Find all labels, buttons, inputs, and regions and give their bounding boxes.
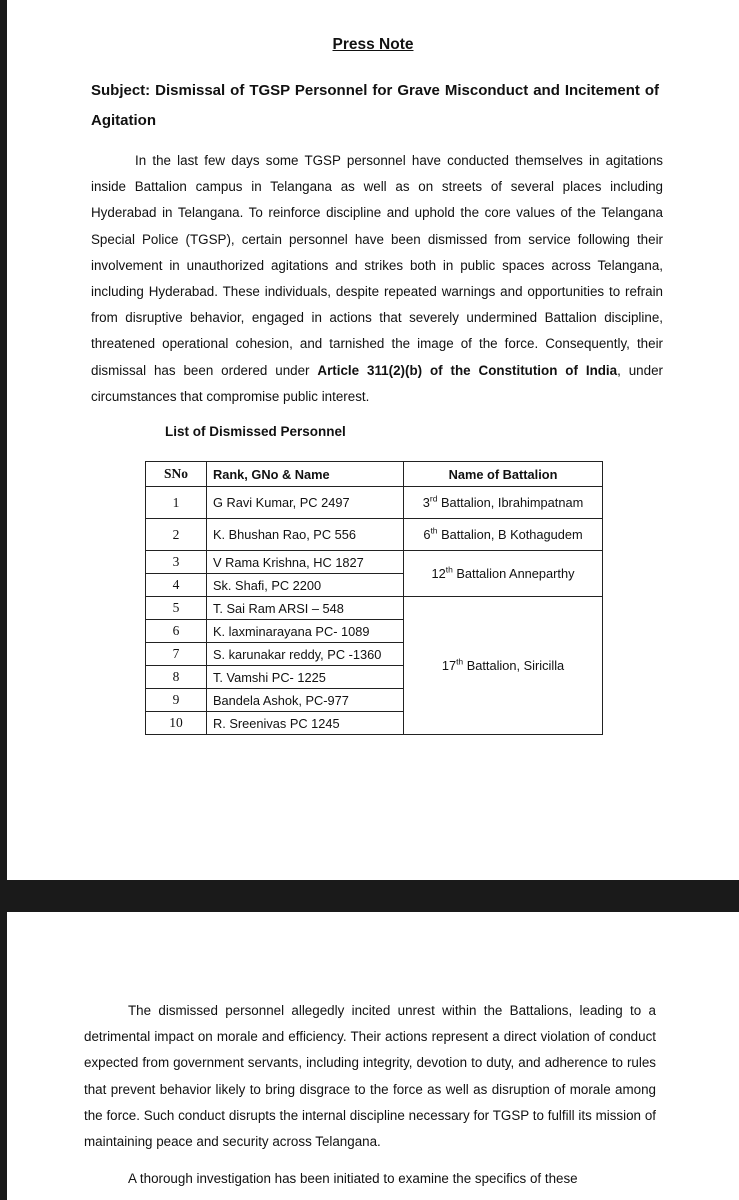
header-battalion: Name of Battalion: [404, 462, 603, 487]
cell-sno: 8: [146, 666, 207, 689]
investigation-text: A thorough investigation has been initiated to examine the specifics of these: [128, 1171, 578, 1186]
page-1: [7, 0, 739, 880]
cell-name: V Rama Krishna, HC 1827: [207, 551, 404, 574]
table-row: [146, 519, 603, 551]
cell-sno: 4: [146, 574, 207, 597]
page-gap: [0, 880, 739, 912]
cell-sno: 1: [146, 487, 207, 519]
table-row: [146, 487, 603, 519]
misconduct-paragraph: [84, 998, 656, 1155]
cell-battalion: 6th Battalion, B Kothagudem: [404, 519, 603, 551]
cell-battalion: 3rd Battalion, Ibrahimpatnam: [404, 487, 603, 519]
cell-name: K. Bhushan Rao, PC 556: [207, 519, 404, 551]
cell-name: Sk. Shafi, PC 2200: [207, 574, 404, 597]
cell-sno: 9: [146, 689, 207, 712]
cell-name: Bandela Ashok, PC-977: [207, 689, 404, 712]
intro-paragraph: [91, 148, 663, 410]
cell-name: T. Sai Ram ARSI – 548: [207, 597, 404, 620]
article-reference: Article 311(2)(b) of the Constitution of India: [317, 362, 618, 378]
cell-battalion: 17th Battalion, Siricilla: [404, 597, 603, 735]
cell-sno: 5: [146, 597, 207, 620]
cell-sno: 2: [146, 519, 207, 551]
document-title: Press Note: [332, 36, 414, 53]
cell-sno: 3: [146, 551, 207, 574]
cell-sno: 6: [146, 620, 207, 643]
table-row: [146, 551, 603, 574]
intro-text-end: , under circumstances that compromise public interest.: [91, 362, 663, 404]
cell-battalion: 12th Battalion Anneparthy: [404, 551, 603, 597]
investigation-paragraph: [84, 1166, 656, 1192]
header-sno: SNo: [146, 462, 207, 487]
list-heading: List of Dismissed Personnel: [165, 424, 346, 439]
cell-name: R. Sreenivas PC 1245: [207, 712, 404, 735]
cell-name: T. Vamshi PC- 1225: [207, 666, 404, 689]
subject-line: Subject: Dismissal of TGSP Personnel for Grave Misconduct and Incitement of Agitation: [91, 82, 659, 129]
dismissed-personnel-table: [145, 461, 603, 735]
cell-sno: 7: [146, 643, 207, 666]
misconduct-text: The dismissed personnel allegedly incited unrest within the Battalions, leading to a detrimental impact on morale and efficiency. Their actions represent a direct violation of conduct expected from government servants, including integrity, devotion to duty, and adherence to rules that prevent behavior likely to bring disgrace to the force as well as disruption of morale among the force. Such conduct disrupts the internal discipline necessary for TGSP to fulfill its mission of maintaining peace and security across Telangana.: [84, 1003, 656, 1150]
header-name: Rank, GNo & Name: [207, 462, 404, 487]
scan-left-edge: [0, 0, 7, 1200]
intro-text: In the last few days some TGSP personnel have conducted themselves in agitations inside Battalion campus in Telangana as well as on streets of several places including Hyderabad in Telangana. To reinforce discipline and uphold the core values of the Telangana Special Police (TGSP), certain personnel have been dismissed from service following their involvement in unauthorized agitations and strikes both in public spaces across Telangana, including Hyderabad. These individuals, despite repeated warnings and opportunities to refrain from disruptive behavior, engaged in actions that severely undermined Battalion discipline, threatened operational cohesion, and tarnished the image of the force. Consequently, their dismissal has been ordered under: [91, 153, 663, 378]
cell-name: G Ravi Kumar, PC 2497: [207, 487, 404, 519]
cell-name: S. karunakar reddy, PC -1360: [207, 643, 404, 666]
table-row: [146, 597, 603, 620]
table-header-row: [146, 462, 603, 487]
cell-name: K. laxminarayana PC- 1089: [207, 620, 404, 643]
cell-sno: 10: [146, 712, 207, 735]
